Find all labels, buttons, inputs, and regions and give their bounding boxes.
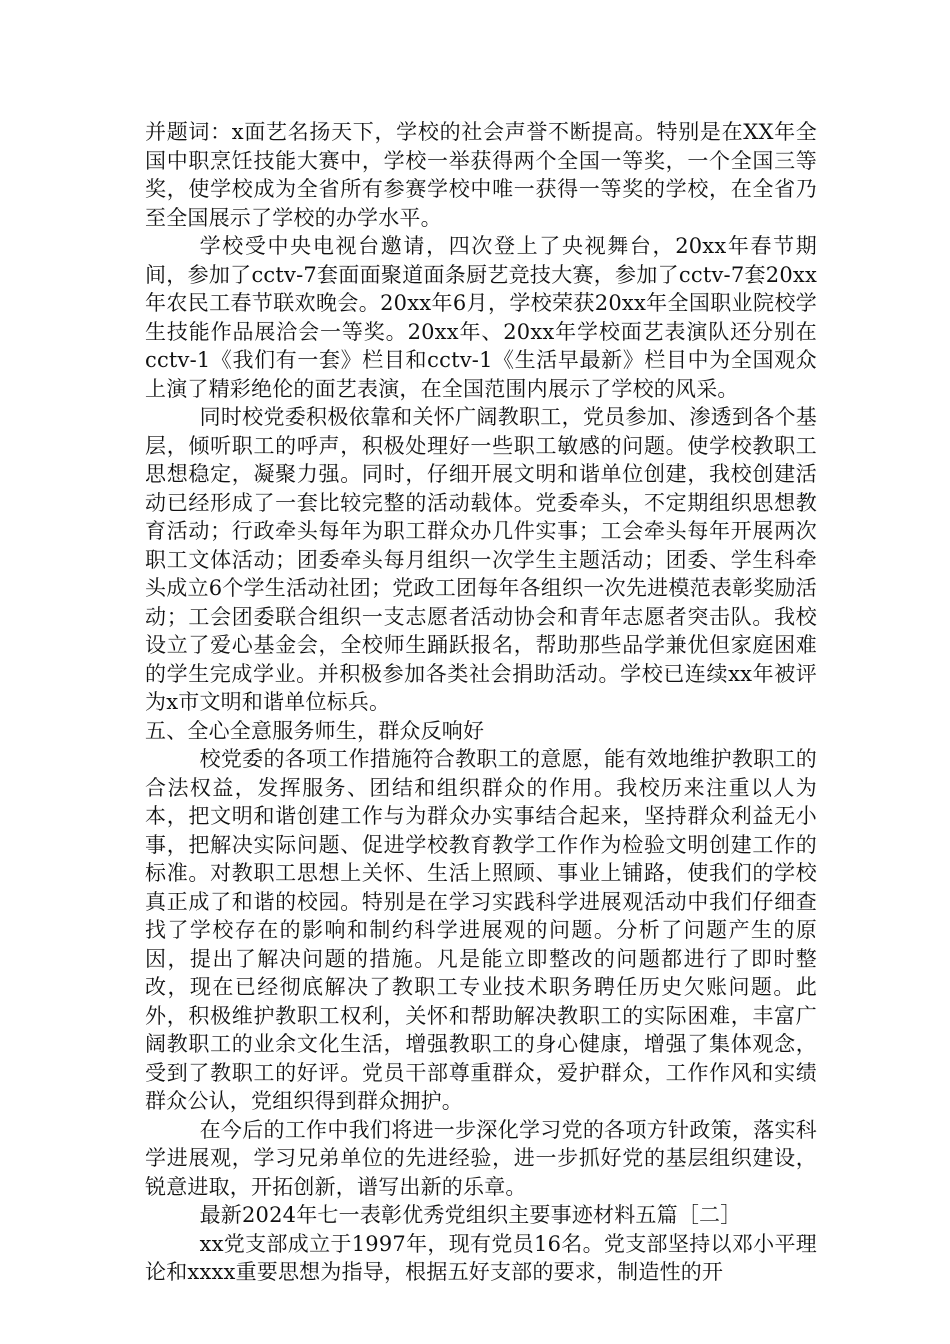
- paragraph-future-work: 在今后的工作中我们将进一步深化学习党的各项方针政策，落实科学进展观，学习兄弟单位的先进经验，进一步抓好党的基层组织建设，锐意进取，开拓创新，谱写出新的乐章。: [145, 1117, 817, 1199]
- paragraph-branch-intro: xx党支部成立于1997年，现有党员16名。党支部坚持以邓小平理论和xxxx重要思想为指导，根据五好支部的要求，制造性的开: [145, 1231, 817, 1284]
- section-heading-five: 五、全心全意服务师生，群众反响好: [145, 718, 485, 743]
- document-body: [145, 118, 817, 1287]
- paragraph-cctv-appearances: 学校受中央电视台邀请，四次登上了央视舞台，20xx年春节期间，参加了cctv-7套面面聚道面条厨艺竞技大赛，参加了cctv-7套20xx年农民工春节联欢晚会。20xx年6月，学校荣获20xx年全国职业院校学生技能作品展洽会一等奖。20xx年、20xx年学校面艺表演队还分别在cctv-1《我们有一套》栏目和cctv-1《生活早最新》栏目中为全国观众上演了精彩绝伦的面艺表演，在全国范围内展示了学校的风采。: [145, 234, 817, 401]
- paragraph-serve-staff: 校党委的各项工作措施符合教职工的意愿，能有效地维护教职工的合法权益，发挥服务、团结和组织群众的作用。我校历来注重以人为本，把文明和谐创建工作与为群众办实事结合起来，坚持群众利益无小事，把解决实际问题、促进学校教育教学工作作为检验文明创建工作的标准。对教职工思想上关怀、生活上照顾、事业上铺路，使我们的学校真正成了和谐的校园。特别是在学习实践科学进展观活动中我们仔细查找了学校存在的影响和制约科学进展观的问题。分析了问题产生的原因，提出了解决问题的措施。凡是能立即整改的问题都进行了即时整改，现在已经彻底解决了教职工专业技术职务聘任历史欠账问题。此外，积极维护教职工权利，关怀和帮助解决教职工的实际困难，丰富广阔教职工的业余文化生活，增强教职工的身心健康，增强了集体观念，受到了教职工的好评。党员干部尊重群众，爱护群众，工作作风和实绩群众公认，党组织得到群众拥护。: [145, 747, 817, 1113]
- paragraph-school-reputation: 并题词：x面艺名扬天下，学校的社会声誉不断提高。特别是在XX年全国中职烹饪技能大赛中，学校一举获得两个全国一等奖，一个全国三等奖，使学校成为全省所有参赛学校中唯一获得一等奖的学校，在全省乃至全国展示了学校的办学水平。: [145, 120, 817, 230]
- paragraph-harmonious-unit: 同时校党委积极依靠和关怀广阔教职工，党员参加、渗透到各个基层，倾听职工的呼声，积极处理好一些职工敏感的问题。使学校教职工思想稳定，凝聚力强。同时，仔细开展文明和谐单位创建，我校创建活动已经形成了一套比较完整的活动载体。党委牵头，不定期组织思想教育活动；行政牵头每年为职工群众办几件实事；工会牵头每年开展两次职工文体活动；团委牵头每月组织一次学生主题活动；团委、学生科牵头成立6个学生活动社团；党政工团每年各组织一次先进模范表彰奖励活动；工会团委联合组织一支志愿者活动协会和青年志愿者突击队。我校设立了爱心基金会，全校师生踊跃报名，帮助那些品学兼优但家庭困难的学生完成学业。并积极参加各类社会捐助活动。学校已连续xx年被评为x市文明和谐单位标兵。: [145, 405, 817, 714]
- paragraph-article-title: 最新2024年七一表彰优秀党组织主要事迹材料五篇［二］: [199, 1203, 742, 1227]
